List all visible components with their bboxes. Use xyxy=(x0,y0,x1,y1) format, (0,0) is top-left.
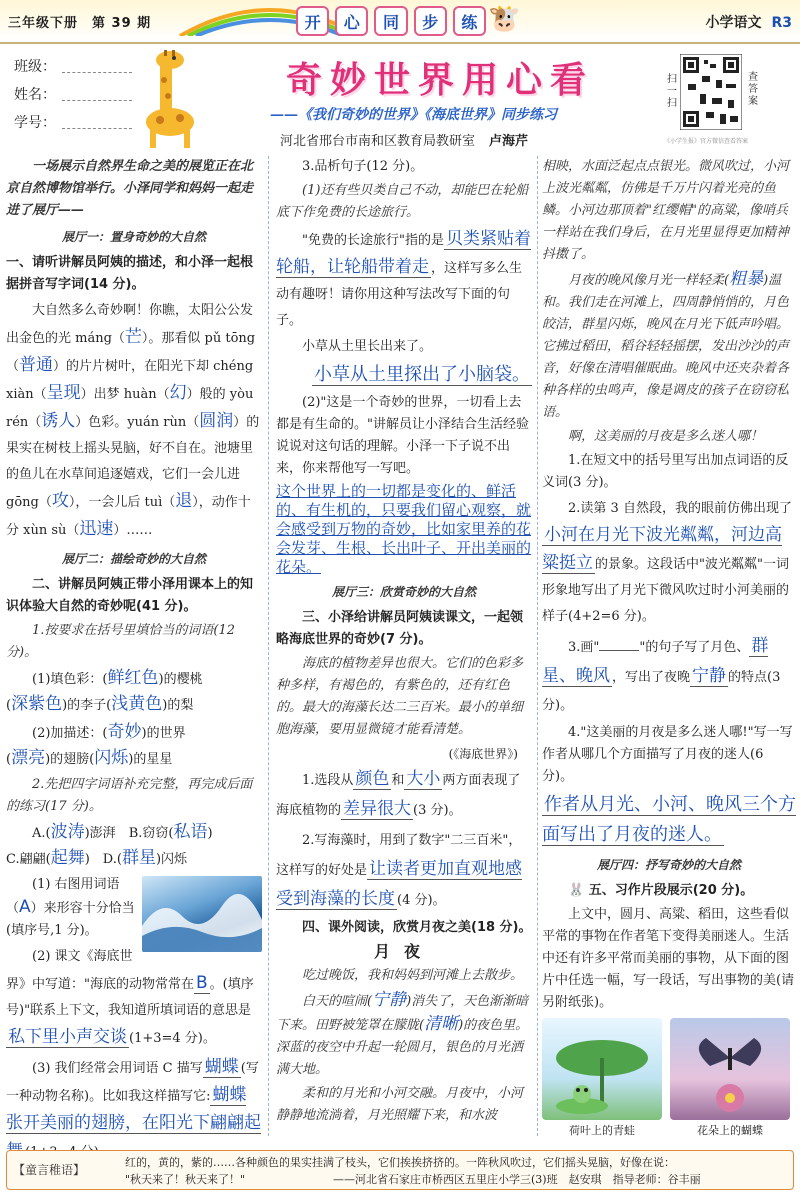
author-name: 卢海芹 xyxy=(489,134,529,149)
option-text: ) xyxy=(84,852,90,867)
answer: 波涛 xyxy=(50,822,85,842)
fill-text: 的樱桃 xyxy=(163,672,203,687)
hall-2-heading: 展厅二：描绘奇妙的大自然 xyxy=(61,552,206,566)
fill-text: 的李子 xyxy=(67,698,107,713)
cow-mascot-icon: 🐮 xyxy=(488,4,521,34)
option-text: D.( xyxy=(102,852,122,867)
answer: 宁静 xyxy=(692,666,727,686)
question-3: 3.品析句子(12 分)。 xyxy=(302,159,424,174)
giraffe-illustration xyxy=(130,50,208,150)
passage-text: ）出梦 huàn（ xyxy=(80,387,170,402)
butterfly-flower-image[interactable] xyxy=(670,1018,790,1120)
reading-q4-answer xyxy=(542,790,796,850)
option-text: ) xyxy=(207,826,213,841)
essay-para-3-cont: 相映，水面泛起点点银光。微风吹过，小河上波光粼粼，仿佛是千万片闪着光亮的鱼鳞。小河边那顶着"红缨帽"的高粱，像哨兵一样站在我们身后，在月光里显得更加精神抖擞了。 xyxy=(542,159,790,262)
idiom-options xyxy=(6,820,262,872)
essay-para-5: 啊，这美丽的月夜是多么迷人哪！ xyxy=(568,429,764,444)
fill-text: 的翅膀 xyxy=(50,752,90,767)
question-text: ）来形容十分恰当(填序号,1 分)。 xyxy=(6,901,135,938)
picture-captions xyxy=(542,1120,796,1142)
question-4-1 xyxy=(276,765,532,825)
answer: 作者从月光、小河、晚风三个方面写出了月夜的迷人。 xyxy=(542,794,796,845)
question-text: 。(填序号)"联系上下文，我知道所填词语的意思是 xyxy=(6,977,254,1018)
essay-para-3: 柔和的月光和小河交融。月夜中，小河静静地流淌着，月光照耀下来，和水波 xyxy=(276,1086,524,1123)
brand-char: 同 xyxy=(374,6,407,36)
question-6 xyxy=(542,880,796,902)
answer: 群星、晚风 xyxy=(542,636,769,686)
hall-3-heading: 展厅三：欣赏奇妙的大自然 xyxy=(331,585,476,599)
footer-line-1: 红的，黄的，紫的……各种颜色的果实挂满了枝头，它们挨挨挤挤的。一阵秋风吹过，它们摇头晃脑，好像在说： xyxy=(125,1156,675,1169)
answer: 诱人 xyxy=(41,411,76,431)
fill-text: (2)加描述：( xyxy=(32,726,108,741)
answer: 鲜红色 xyxy=(107,668,159,688)
answer: B xyxy=(195,973,208,993)
question-text: 的景象。这段话中"波光粼粼"一词形象地写出了月光下微风吹过时小河美丽的样子(4+2=6 分)。 xyxy=(542,557,790,624)
answer: 圆润 xyxy=(199,411,234,431)
sub-title: ——《我们奇妙的世界》《海底世界》同步练习 xyxy=(270,107,557,123)
footer-quote: "秋天来了！秋天来了！" xyxy=(125,1173,246,1186)
writing-prompt: 上文中，圆月、高粱、稻田，这些看似平常的事物在作者笔下变得美丽迷人。生活中还有许多平常而美丽的事物，从下面的图片中任选一幅，写一段话，写出事物的美(请另附纸张)。 xyxy=(542,907,795,1010)
answer: 宁静 xyxy=(372,990,407,1010)
question-text: "免费的长途旅行"指的是 xyxy=(302,233,444,248)
question-3-1: (1)还有些贝类自己不动，却能巴在轮船底下作免费的长途旅行。 xyxy=(276,183,529,220)
column-divider xyxy=(537,156,538,1136)
answer: 大小 xyxy=(406,769,441,789)
question-3-1-sentence: 小草从土里长出来了。 xyxy=(302,339,433,354)
passage-text: ），一会儿后 tuì（ xyxy=(68,495,176,510)
reading-q2 xyxy=(542,496,796,630)
passage-text: ）。那看似 pǔ tōng（ xyxy=(6,331,256,374)
answer: 蝴蝶张开美丽的翅膀，在阳光下翩翩起 xyxy=(6,1085,261,1162)
answer: 浅黄色 xyxy=(111,694,163,714)
butterfly-icon xyxy=(670,1018,790,1120)
name-label: 姓名： xyxy=(14,87,56,103)
question-text: 两方面表现了海底植物的 xyxy=(276,773,521,818)
footer-tag: 【童言稚语】 xyxy=(13,1163,86,1177)
answer: 深紫色 xyxy=(11,694,63,714)
option-text: B.窃窃( xyxy=(128,826,174,841)
question-2-2: 2.先把四字词语补充完整，再完成后面的练习(17 分)。 xyxy=(6,777,253,814)
fill-text: 的梨 xyxy=(167,698,194,713)
question-2-1: 1.按要求在括号里填恰当的词语(12 分)。 xyxy=(6,623,236,660)
column-divider xyxy=(268,156,269,1136)
brand-char: 步 xyxy=(414,6,447,36)
question-text: (1) 右图用词语（ xyxy=(6,877,120,916)
question-text: (1+3=4 分)。 xyxy=(129,1031,216,1046)
essay-text: 白天的喧闹( xyxy=(302,994,373,1009)
rabbit-icon: 🐰 xyxy=(568,883,585,898)
question-text: 的特点(3 分)。 xyxy=(542,670,781,713)
answer: 幻 xyxy=(169,383,187,403)
footer-line-2 xyxy=(125,1171,785,1187)
answer: 普通 xyxy=(19,355,54,375)
answer: 芒 xyxy=(124,327,142,347)
essay-para-4 xyxy=(542,268,796,424)
page-header xyxy=(0,0,800,44)
essay-para-1: 吃过晚饭，我和妈妈到河滩上去散步。 xyxy=(302,968,524,983)
essay-text: )温和。我们走在河滩上，四周静悄悄的，月色皎洁，群星闪烁，晚风在月光下低声吟唱。它拂过稻田，稻谷轻轻摇摆，发出沙沙的声音，好像在清唱催眠曲。晚风中还夹杂着各种各样的虫鸣声，像是调皮的孩子在窃窃私语。 xyxy=(542,273,790,420)
question-3-2: (2)"这是一个奇妙的世界，一切看上去都是有生命的。"讲解员让小泽结合生活经验说说对这句话的理解。小泽一下子说不出来，你来帮他写一写吧。 xyxy=(276,395,529,476)
column-1 xyxy=(6,156,262,1168)
answer: 群星 xyxy=(121,848,156,868)
answer: 漂亮 xyxy=(11,748,46,768)
answer: 迅速 xyxy=(79,519,114,539)
column-3 xyxy=(542,156,796,1142)
answer: 蝴蝶 xyxy=(204,1057,239,1077)
answer: A xyxy=(19,897,31,917)
frog-lotus-image[interactable] xyxy=(542,1018,662,1120)
question-text: ，写出了夜晚 xyxy=(612,670,691,685)
class-label: 班级： xyxy=(14,59,56,75)
answer: 贝类紧贴着轮船，让轮船带着走 xyxy=(276,229,531,277)
column-2 xyxy=(276,156,532,1129)
question-text: (2) 课文《海底世界》中写道："海底的动物常常在 xyxy=(6,949,194,992)
fill-descriptions: (2)加描述：(奇妙)的世界 (漂亮)的翅膀(闪烁)的星星 xyxy=(6,722,186,768)
id-label: 学号： xyxy=(14,115,56,131)
answer: 小河在月光下波光粼粼，河边高粱挺立 xyxy=(542,525,782,573)
passage-text: ），动作十分 xùn sù（ xyxy=(6,495,251,538)
answer: 攻 xyxy=(51,491,69,511)
hall-1-heading: 展厅一：置身奇妙的大自然 xyxy=(61,230,206,244)
reading-q1: 1.在短文中的括号里写出加点词语的反义词(3 分)。 xyxy=(542,453,789,490)
question-text: 2.写海藻时，用到了数字"二三百米"，这样写的好处是 xyxy=(276,833,522,878)
answer: 小草从土里探出了小脑袋。 xyxy=(314,364,530,385)
answer: 私下里小声交谈 xyxy=(8,1027,127,1047)
question-text: ，这样写多么生动有趣呀！请你用这种写法改写下面的句子。 xyxy=(276,261,523,328)
question-text: (3) 我们经常会用词语 C 描写 xyxy=(32,1061,203,1076)
essay-para-2 xyxy=(276,989,532,1081)
reading-q3 xyxy=(542,632,796,720)
page-number: R3 xyxy=(771,15,792,31)
answer: 粗暴 xyxy=(729,269,764,289)
sub-question-2 xyxy=(6,944,262,1052)
answer: 让读者更加直观地感受到海藻的长度 xyxy=(276,859,523,909)
passage-source: (《海底世界》) xyxy=(448,747,518,761)
answer: 颜色 xyxy=(355,769,390,789)
blank-line xyxy=(599,650,639,651)
hall-4-heading: 展厅四：抒写奇妙的大自然 xyxy=(596,858,741,872)
brand-char: 开 xyxy=(296,6,329,36)
question-text: (3 分)。 xyxy=(413,803,462,818)
question-3-1-prompt xyxy=(276,226,532,334)
question-text: (写一种动物名称)。比如我这样描写它: xyxy=(6,1061,259,1104)
id-field[interactable] xyxy=(62,115,132,129)
question-5: 四、课外阅读，欣赏月夜之美(18 分)。 xyxy=(302,920,532,935)
brand-char: 练 xyxy=(453,6,486,36)
ocean-wave-image xyxy=(142,876,262,952)
reading-passage: 海底的植物差异也很大。它们的色彩多种多样，有褐色的，有紫色的，还有红色的。最大的海藻长达二三百米。最小的单细胞海藻，要用显微镜才能看清楚。 xyxy=(276,656,524,737)
author-line xyxy=(280,130,600,149)
fill-text: 的星星 xyxy=(133,752,173,767)
qr-code-icon[interactable] xyxy=(680,54,742,130)
question-text: (4 分)。 xyxy=(397,893,446,908)
answer: 差异很大 xyxy=(343,799,412,819)
passage-text: ）般的 yòu rén（ xyxy=(6,387,254,430)
qr-answer-label: 查答案 xyxy=(748,72,758,107)
passage-text: ）…… xyxy=(113,523,153,538)
question-text: 五、习作片段展示(20 分)。 xyxy=(588,883,754,898)
option-text: A.( xyxy=(32,826,51,841)
passage-text: ）的片片树叶，在阳光下却 chéng xiàn（ xyxy=(6,359,254,402)
option-text: C.翩翩( xyxy=(6,852,51,867)
answer: 私语 xyxy=(173,822,208,842)
main-title: 奇妙世界用心看 xyxy=(285,59,594,101)
question-4: 三、小泽给讲解员阿姨读课文，一起领略海底世界的奇妙(7 分)。 xyxy=(276,610,524,647)
answer: 呈现 xyxy=(46,383,81,403)
frog-icon xyxy=(542,1018,662,1120)
understanding-answer: 这个世界上的一切都是变化的、鲜活的、有生机的，只要我们留心观察，就会感受到万物的奇妙，比如家里养的花会发芽、生根、长出叶子、开出美丽的花朵。 xyxy=(276,482,532,576)
intro-text: 一场展示自然界生命之美的展览正在北京自然博物馆举行。小泽同学和妈妈一起走进了展厅—— xyxy=(6,159,254,218)
caption-butterfly: 花朵上的蝴蝶 xyxy=(697,1124,763,1137)
pinyin-passage xyxy=(6,298,262,544)
essay-text: 月夜的晚风像月光一样轻柔( xyxy=(568,273,730,288)
fill-colors: (1)填色彩：(鲜红色)的樱桃 (深紫色)的李子(浅黄色)的梨 xyxy=(6,668,203,714)
qr-note: 《小学生报》官方微信查看答案 xyxy=(664,138,749,145)
rewrite-answer xyxy=(276,360,532,390)
option-text: )澎湃 xyxy=(84,826,116,841)
fill-text: (1)填色彩：( xyxy=(32,672,108,687)
footer-credit: ——河北省石家庄市桥西区五里庄小学三(3)班 赵安琪 指导老师：谷丰丽 xyxy=(333,1173,701,1186)
answer: 闪烁 xyxy=(94,748,129,768)
reading-q4: 4."这美丽的月夜是多么迷人哪!"写一写作者从哪几个方面描写了月夜的迷人(6 分)。 xyxy=(542,725,793,784)
question-text: "的句子写了月色、 xyxy=(639,640,750,655)
answer: 清晰 xyxy=(424,1014,459,1034)
brand-char: 心 xyxy=(335,6,368,36)
author-org: 河北省邢台市南和区教育局教研室 xyxy=(280,134,476,149)
question-1: 一、请听讲解员阿姨的描述，和小泽一起根据拼音写字词(14 分)。 xyxy=(6,255,254,292)
footer-box xyxy=(6,1150,794,1190)
question-text: 3.画" xyxy=(568,640,600,655)
subject-label xyxy=(705,12,792,32)
question-text: 和 xyxy=(391,773,405,788)
qr-scan-label: 扫一扫 xyxy=(667,74,677,109)
brand-logo xyxy=(296,6,486,36)
answer: 退 xyxy=(175,491,193,511)
option-text: )闪烁 xyxy=(155,852,188,867)
passage-text: ）色彩。yuán rùn（ xyxy=(75,415,200,430)
caption-frog: 荷叶上的青蛙 xyxy=(569,1124,635,1137)
passage-text: 大自然多么奇妙啊！你瞧，太阳公公发出金色的光 máng（ xyxy=(6,303,254,346)
essay-title: 月夜 xyxy=(373,942,434,961)
essay-text: )的夜色里。深蓝的夜空中升起一轮圆月，银色的月光洒满大地。 xyxy=(276,1018,529,1077)
question-text: 2.读第 3 自然段，我的眼前仿佛出现了 xyxy=(568,501,792,516)
answer: 起舞 xyxy=(50,848,85,868)
question-4-2 xyxy=(276,827,532,915)
name-field[interactable] xyxy=(62,87,132,101)
question-text: 1.选段从 xyxy=(302,773,354,788)
passage-text: ）的果实在树枝上摇头晃脑，好不自在。池塘里的鱼儿在水草间追逐嬉戏，它们一会儿进 gōng（ xyxy=(6,415,260,510)
question-2: 二、讲解员阿姨正带小泽用课本上的知识体验大自然的奇妙呢(41 分)。 xyxy=(6,577,254,614)
subject-name: 小学语文 xyxy=(705,15,762,31)
answer: 奇妙 xyxy=(107,722,142,742)
issue-label: 三年级下册 第 39 期 xyxy=(8,16,152,31)
wave-icon xyxy=(142,876,262,952)
class-field[interactable] xyxy=(62,59,132,73)
fill-text: 的世界 xyxy=(146,726,186,741)
essay-text: )消失了，天色渐渐暗下来。田野被笼罩在朦胧( xyxy=(276,994,529,1033)
writing-pictures xyxy=(542,1018,796,1120)
